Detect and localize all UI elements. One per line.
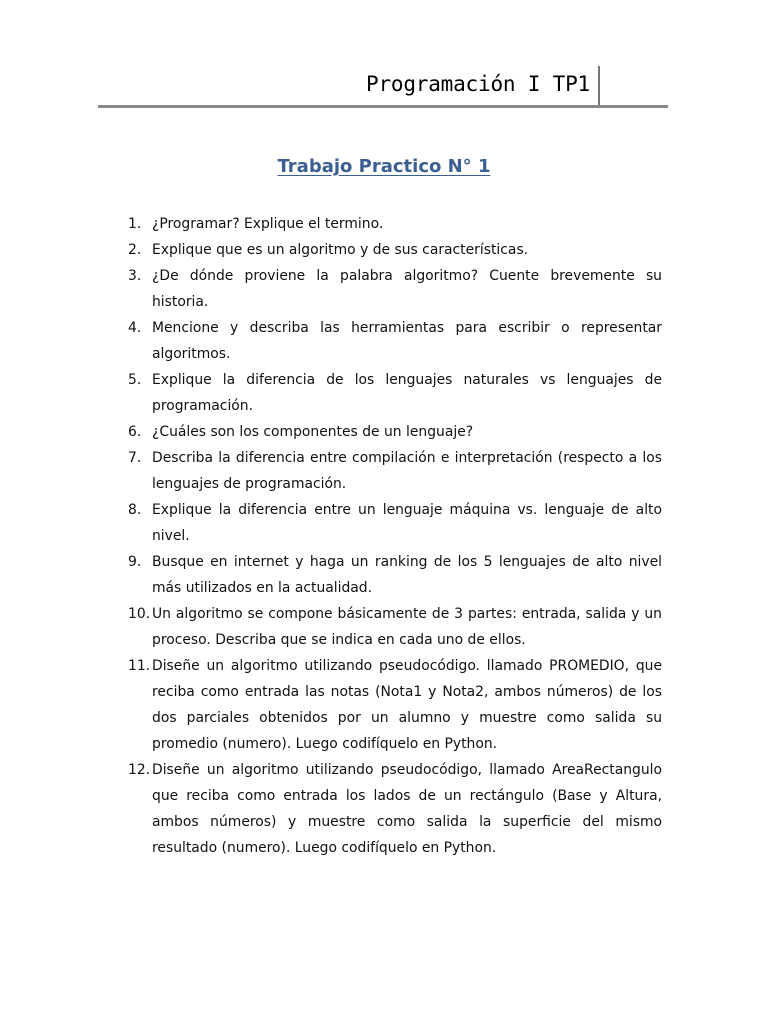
question-item [128, 315, 662, 367]
question-text: Busque en internet y haga un ranking de los 5 lenguajes de alto nivel más utilizados en la actualidad. [152, 554, 662, 596]
question-text: Diseñe un algoritmo utilizando pseudocódigo, llamado AreaRectangulo que reciba como entrada los lados de un rectángulo (Base y Altura, ambos números) y muestre como salida la superficie del mismo resultado (numero). Luego codifíquelo en Python. [152, 762, 662, 856]
question-number: 5. [128, 372, 142, 388]
question-number: 10. [128, 606, 151, 622]
header-divider-vertical [598, 66, 600, 106]
question-text: Explique la diferencia entre un lenguaje máquina vs. lenguaje de alto nivel. [152, 502, 662, 544]
question-item [128, 211, 662, 237]
question-list [128, 211, 662, 861]
question-text: Mencione y describa las herramientas para escribir o representar algoritmos. [152, 320, 662, 362]
question-text: Diseñe un algoritmo utilizando pseudocódigo. llamado PROMEDIO, que reciba como entrada las notas (Nota1 y Nota2, ambos números) de los dos parciales obtenidos por un alumno y muestre como salida su promedio (numero). Luego codifíquelo en Python. [152, 658, 662, 752]
question-number: 4. [128, 320, 142, 336]
question-item [128, 263, 662, 315]
question-item [128, 497, 662, 549]
question-number: 2. [128, 242, 142, 258]
question-text: Un algoritmo se compone básicamente de 3 partes: entrada, salida y un proceso. Describa que se indica en cada uno de ellos. [152, 606, 662, 648]
question-item [128, 419, 662, 445]
question-text: Explique que es un algoritmo y de sus características. [152, 242, 529, 258]
question-text: ¿De dónde proviene la palabra algoritmo? Cuente brevemente su historia. [152, 268, 662, 310]
header-rule [98, 105, 668, 108]
question-number: 9. [128, 554, 142, 570]
question-number: 6. [128, 424, 142, 440]
question-item [128, 653, 662, 757]
header-title: Programación I TP1 [366, 72, 590, 96]
question-text: Explique la diferencia de los lenguajes naturales vs lenguajes de programación. [152, 372, 662, 414]
question-text: ¿Programar? Explique el termino. [152, 216, 384, 232]
question-text: Describa la diferencia entre compilación e interpretación (respecto a los lenguajes de programación. [152, 450, 662, 492]
question-text: ¿Cuáles son los componentes de un lenguaje? [152, 424, 474, 440]
question-number: 3. [128, 268, 142, 284]
question-item [128, 601, 662, 653]
question-number: 8. [128, 502, 142, 518]
question-number: 11. [128, 658, 151, 674]
question-number: 12. [128, 762, 151, 778]
question-number: 1. [128, 216, 142, 232]
question-item [128, 445, 662, 497]
question-item [128, 549, 662, 601]
question-item [128, 757, 662, 861]
document-title: Trabajo Practico N° 1 [277, 156, 491, 177]
question-item [128, 367, 662, 419]
question-number: 7. [128, 450, 142, 466]
page-header [98, 62, 668, 108]
question-item [128, 237, 662, 263]
